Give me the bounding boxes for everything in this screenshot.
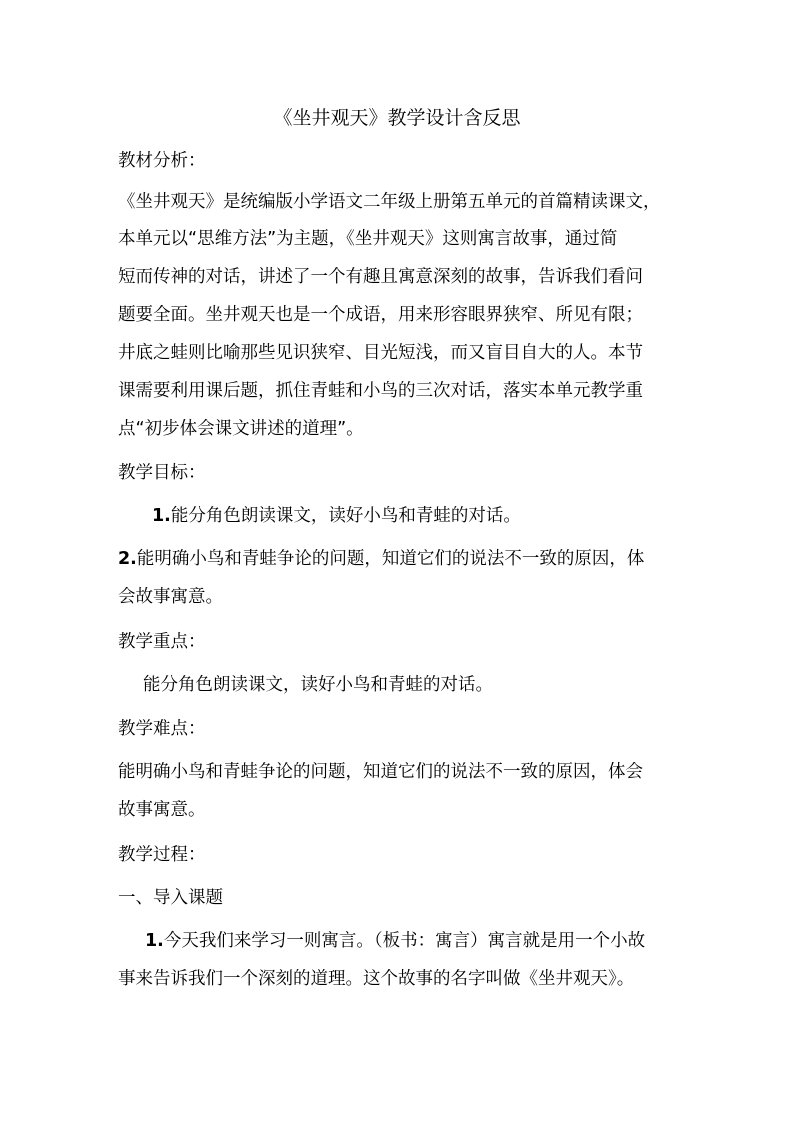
section-heading-material: 教材分析：	[118, 151, 206, 171]
section-heading-difficulty: 教学难点：	[118, 719, 206, 739]
paragraph-line: 点“初步体会课文讲述的道理”。	[118, 419, 364, 439]
goal-item-2	[118, 546, 678, 572]
paragraph-line: 《坐井观天》是统编版小学语文二年级上册第五单元的首篇精读课文，	[118, 192, 661, 212]
step-text: 今天我们来学习一则寓言。（板书：寓言）寓言就是用一个小故	[163, 931, 646, 951]
section-heading-goals: 教学目标：	[118, 463, 206, 483]
paragraph-line: 短而传神的对话，讲述了一个有趣且寓意深刻的故事，告诉我们看问	[118, 267, 643, 287]
step-item-1-continued: 事来告诉我们一个深刻的道理。这个故事的名字叫做《坐井观天》。	[118, 969, 635, 989]
paragraph-line: 题要全面。坐井观天也是一个成语，用来形容眼界狭窄、所见有限；	[118, 305, 643, 325]
step-heading: 一、导入课题	[118, 888, 223, 908]
paragraph-line: 井底之蛙则比喻那些见识狭窄、目光短浅，而又盲目自大的人。本节	[118, 343, 643, 363]
goal-number: 2.	[118, 549, 137, 569]
key-point-text: 能分角色朗读课文，读好小鸟和青蛙的对话。	[143, 675, 493, 695]
difficulty-text-line: 故事寓意。	[118, 800, 206, 820]
goal-text: 能明确小鸟和青蛙争论的问题，知道它们的说法不一致的原因，体	[136, 549, 645, 569]
goal-item-2-continued: 会故事寓意。	[118, 587, 223, 607]
section-heading-process: 教学过程：	[118, 845, 206, 865]
paragraph-line: 本单元以“思维方法”为主题，《坐井观天》这则寓言故事，通过简	[118, 229, 618, 249]
difficulty-text-line: 能明确小鸟和青蛙争论的问题，知道它们的说法不一致的原因，体会	[118, 762, 643, 782]
paragraph-line: 课需要利用课后题，抓住青蛙和小鸟的三次对话，落实本单元教学重	[118, 381, 643, 401]
goal-item-1	[152, 503, 712, 529]
step-item-1	[145, 928, 705, 954]
goal-number: 1.	[152, 506, 171, 526]
step-number: 1.	[145, 931, 164, 951]
document-title: 《坐井观天》教学设计含反思	[273, 107, 521, 129]
section-heading-key: 教学重点：	[118, 632, 206, 652]
goal-text: 能分角色朗读课文，读好小鸟和青蛙的对话。	[170, 506, 521, 526]
